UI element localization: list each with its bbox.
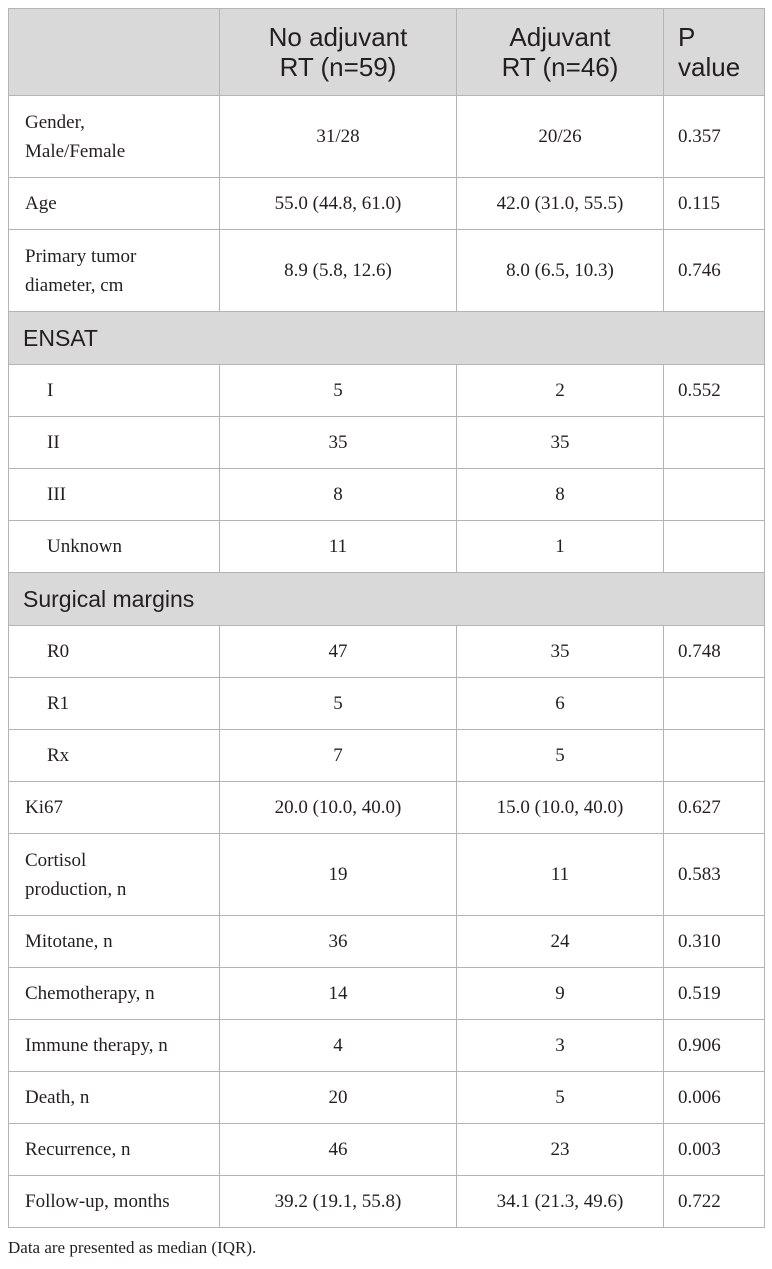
cell-p-value: 0.722: [664, 1176, 765, 1228]
table-row: [9, 626, 765, 678]
cell-adjuvant-rt: 35: [457, 626, 664, 678]
cell-adjuvant-rt: 23: [457, 1124, 664, 1176]
cell-p-value: 0.006: [664, 1072, 765, 1124]
row-label-line: R1: [47, 693, 70, 714]
cell-adjuvant-rt: 35: [457, 417, 664, 469]
cell-p-value: 0.583: [664, 834, 765, 916]
table-row: [9, 968, 765, 1020]
cell-p-value: 0.906: [664, 1020, 765, 1072]
row-label: [9, 230, 220, 312]
row-label: [9, 365, 220, 417]
row-label: [9, 916, 220, 968]
row-label-line: Male/Female: [25, 140, 126, 162]
section-row: [9, 312, 765, 365]
cell-adjuvant-rt: 3: [457, 1020, 664, 1072]
table-row: [9, 916, 765, 968]
header-line: RT (n=59): [279, 52, 397, 82]
row-label: [9, 1020, 220, 1072]
row-label: [9, 968, 220, 1020]
table-row: [9, 730, 765, 782]
cell-adjuvant-rt: 24: [457, 916, 664, 968]
cell-p-value: [664, 730, 765, 782]
cell-p-value: 0.746: [664, 230, 765, 312]
table-row: [9, 96, 765, 178]
cell-p-value: [664, 678, 765, 730]
cell-no-adjuvant-rt: 14: [220, 968, 457, 1020]
section-heading: Surgical margins: [9, 573, 765, 626]
row-label-line: Follow-up, months: [25, 1191, 170, 1212]
cell-adjuvant-rt: 8.0 (6.5, 10.3): [457, 230, 664, 312]
table-row: [9, 834, 765, 916]
cell-adjuvant-rt: 11: [457, 834, 664, 916]
row-label-line: Age: [25, 193, 57, 214]
cell-adjuvant-rt: 42.0 (31.0, 55.5): [457, 178, 664, 230]
row-label-line: Chemotherapy, n: [25, 983, 155, 1004]
cell-p-value: [664, 469, 765, 521]
row-label-line: Immune therapy, n: [25, 1035, 168, 1056]
cell-adjuvant-rt: 1: [457, 521, 664, 573]
row-label: [9, 96, 220, 178]
row-label: [9, 178, 220, 230]
header-line: Adjuvant: [509, 22, 611, 52]
table-row: [9, 1124, 765, 1176]
table-row: [9, 417, 765, 469]
row-label: [9, 1124, 220, 1176]
cell-p-value: 0.003: [664, 1124, 765, 1176]
row-label-line: Recurrence, n: [25, 1139, 131, 1160]
cell-no-adjuvant-rt: 5: [220, 678, 457, 730]
cell-no-adjuvant-rt: 31/28: [220, 96, 457, 178]
cell-no-adjuvant-rt: 46: [220, 1124, 457, 1176]
section-row: [9, 573, 765, 626]
table-footnote: Data are presented as median (IQR).: [8, 1238, 257, 1257]
header-row: [9, 9, 765, 96]
cell-adjuvant-rt: 5: [457, 1072, 664, 1124]
row-label: [9, 834, 220, 916]
header-cell-variable: [9, 9, 220, 96]
row-label-line: Gender,: [25, 111, 85, 133]
row-label-line: Ki67: [25, 797, 63, 818]
header-line: P: [678, 22, 696, 52]
cell-no-adjuvant-rt: 35: [220, 417, 457, 469]
row-label: [9, 417, 220, 469]
row-label-line: Cortisol: [25, 849, 87, 871]
row-label: [9, 1072, 220, 1124]
cell-p-value: 0.357: [664, 96, 765, 178]
cell-no-adjuvant-rt: 20.0 (10.0, 40.0): [220, 782, 457, 834]
cell-p-value: [664, 521, 765, 573]
row-label: [9, 730, 220, 782]
row-label: [9, 626, 220, 678]
table-row: [9, 678, 765, 730]
row-label-line: Mitotane, n: [25, 931, 113, 952]
row-label-line: production, n: [25, 878, 127, 900]
cell-adjuvant-rt: 8: [457, 469, 664, 521]
section-heading: ENSAT: [9, 312, 765, 365]
cell-p-value: 0.519: [664, 968, 765, 1020]
table-header: [9, 9, 765, 96]
cell-adjuvant-rt: 9: [457, 968, 664, 1020]
cell-no-adjuvant-rt: 19: [220, 834, 457, 916]
table-row: [9, 521, 765, 573]
cell-no-adjuvant-rt: 36: [220, 916, 457, 968]
cell-adjuvant-rt: 5: [457, 730, 664, 782]
cell-no-adjuvant-rt: 20: [220, 1072, 457, 1124]
cell-adjuvant-rt: 15.0 (10.0, 40.0): [457, 782, 664, 834]
row-label: [9, 521, 220, 573]
header-cell-no-adjuvant-rt: [220, 9, 457, 96]
cell-no-adjuvant-rt: 8: [220, 469, 457, 521]
cell-p-value: 0.748: [664, 626, 765, 678]
header-line: RT (n=46): [501, 52, 619, 82]
cell-no-adjuvant-rt: 7: [220, 730, 457, 782]
row-label-line: Unknown: [47, 536, 122, 557]
row-label: [9, 678, 220, 730]
table-body: [9, 96, 765, 1228]
row-label: [9, 1176, 220, 1228]
row-label-line: R0: [47, 641, 70, 662]
table-row: [9, 1072, 765, 1124]
table-row: [9, 1176, 765, 1228]
header-cell-p-value: [664, 9, 765, 96]
row-label-line: Primary tumor: [25, 245, 137, 267]
row-label-line: diameter, cm: [25, 274, 124, 296]
cell-p-value: 0.627: [664, 782, 765, 834]
table-row: [9, 230, 765, 312]
header-cell-adjuvant-rt: [457, 9, 664, 96]
table-row: [9, 782, 765, 834]
table-row: [9, 178, 765, 230]
row-label-line: Death, n: [25, 1087, 90, 1108]
cell-p-value: [664, 417, 765, 469]
table-row: [9, 1020, 765, 1072]
baseline-characteristics-table: [8, 8, 765, 1228]
row-label: [9, 469, 220, 521]
cell-no-adjuvant-rt: 8.9 (5.8, 12.6): [220, 230, 457, 312]
row-label-line: III: [47, 484, 66, 505]
header-line: value: [678, 52, 741, 82]
table-row: [9, 365, 765, 417]
row-label-line: I: [47, 380, 54, 401]
cell-p-value: 0.115: [664, 178, 765, 230]
cell-adjuvant-rt: 6: [457, 678, 664, 730]
cell-adjuvant-rt: 20/26: [457, 96, 664, 178]
cell-no-adjuvant-rt: 55.0 (44.8, 61.0): [220, 178, 457, 230]
cell-no-adjuvant-rt: 39.2 (19.1, 55.8): [220, 1176, 457, 1228]
cell-adjuvant-rt: 2: [457, 365, 664, 417]
row-label-line: II: [47, 432, 60, 453]
cell-adjuvant-rt: 34.1 (21.3, 49.6): [457, 1176, 664, 1228]
table-row: [9, 469, 765, 521]
header-line: No adjuvant: [268, 22, 408, 52]
cell-no-adjuvant-rt: 11: [220, 521, 457, 573]
cell-p-value: 0.310: [664, 916, 765, 968]
row-label-line: Rx: [47, 745, 70, 766]
row-label: [9, 782, 220, 834]
cell-no-adjuvant-rt: 4: [220, 1020, 457, 1072]
cell-no-adjuvant-rt: 47: [220, 626, 457, 678]
cell-no-adjuvant-rt: 5: [220, 365, 457, 417]
cell-p-value: 0.552: [664, 365, 765, 417]
